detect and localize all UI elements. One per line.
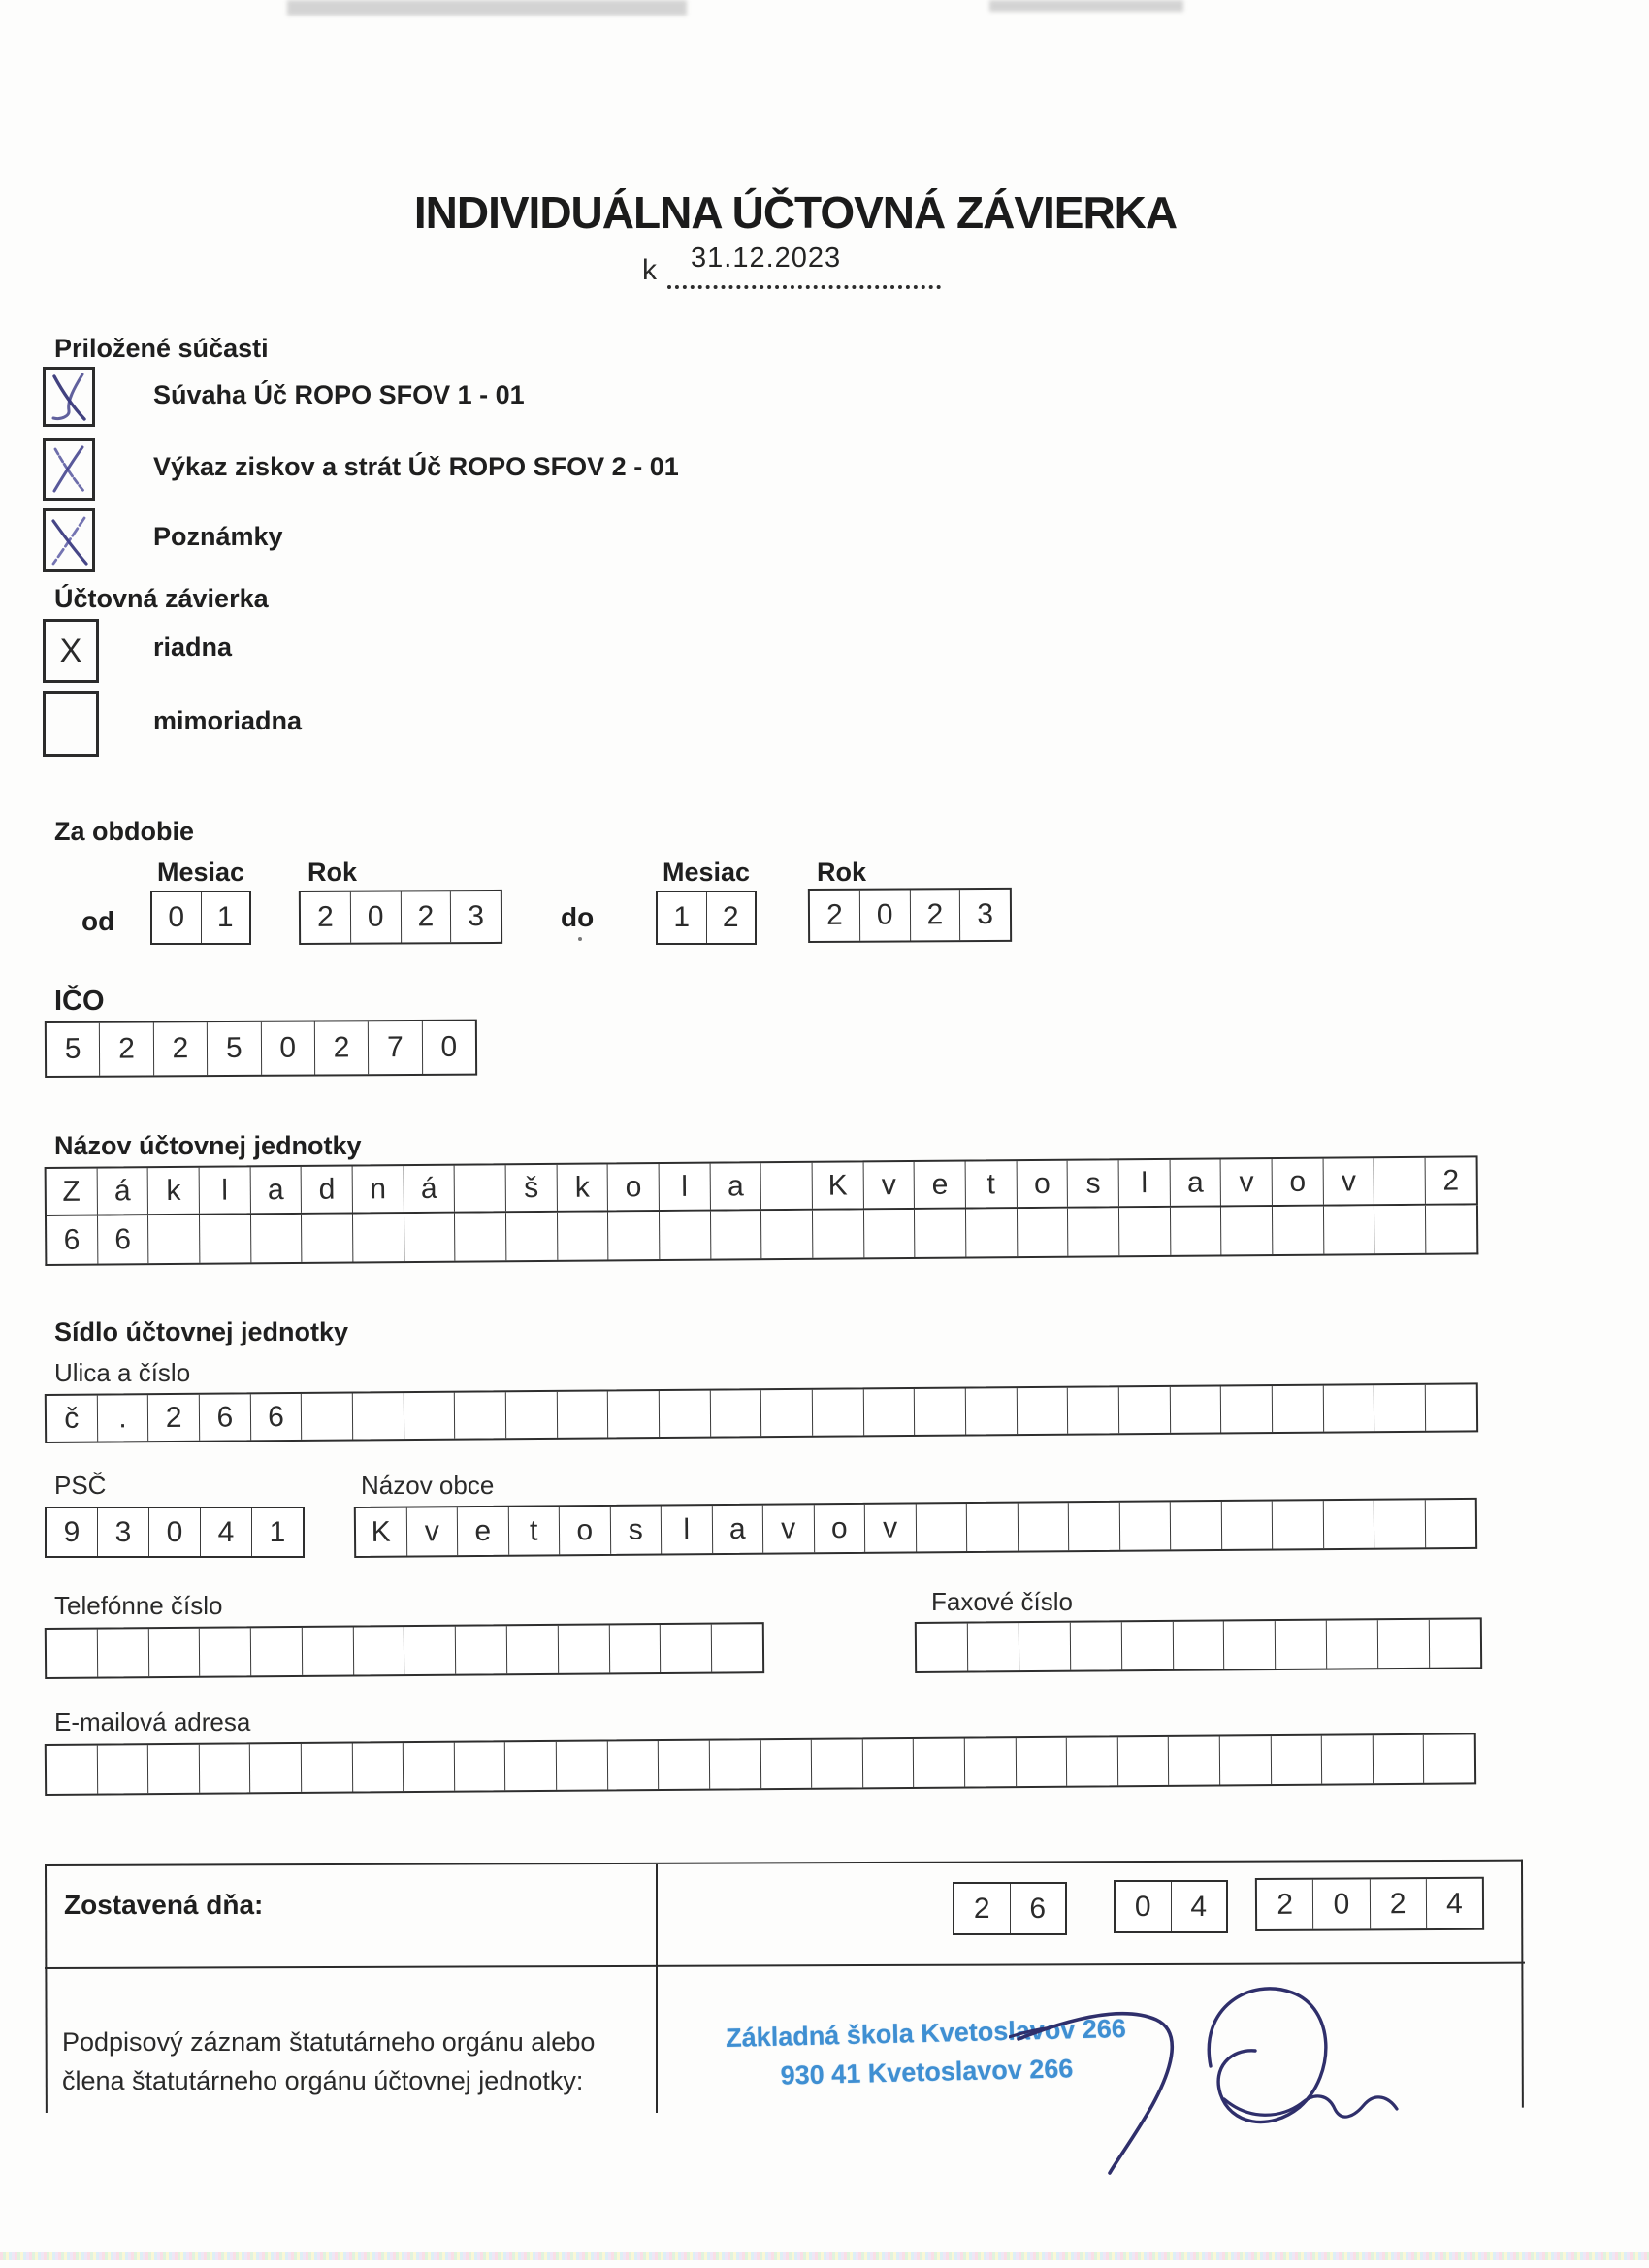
char-cell[interactable] [661,1625,712,1672]
char-cell[interactable] [712,1624,762,1671]
char-cell[interactable] [1171,1207,1222,1254]
char-cell[interactable] [1171,1502,1222,1549]
char-cell[interactable]: o [1273,1159,1324,1205]
char-cell[interactable]: K [813,1162,864,1208]
char-cell[interactable]: a [1170,1159,1221,1205]
char-cell[interactable] [251,1215,303,1262]
char-cell[interactable] [1273,1207,1324,1254]
period-from-month-label: Mesiac [157,858,245,887]
char-cell[interactable] [1276,1621,1327,1669]
period-to-year-label: Rok [817,858,867,887]
char-cell[interactable]: e [458,1507,509,1555]
char-cell[interactable] [302,1744,353,1792]
char-cell[interactable] [302,1394,353,1440]
char-cell[interactable]: K [356,1508,407,1556]
char-cell[interactable] [200,1744,251,1792]
char-cell[interactable]: á [404,1166,455,1212]
char-cell[interactable] [1018,1388,1069,1434]
attachment-checkbox-vykaz[interactable] [43,438,95,501]
char-cell[interactable]: . [97,1395,148,1441]
period-from-label: od [81,906,115,936]
char-cell[interactable]: 2 [148,1395,200,1441]
char-cell[interactable]: v [863,1162,915,1208]
signature-label-line1: Podpisový záznam štatutárneho orgánu alebo [62,2027,596,2057]
office-heading: Sídlo účtovnej jednotky [54,1317,349,1346]
char-cell[interactable] [455,1392,506,1438]
char-cell[interactable] [455,1213,506,1260]
as-of-date: 31.12.2023 [691,243,842,274]
char-cell[interactable]: o [814,1505,865,1552]
char-cell[interactable] [813,1210,864,1257]
char-cell[interactable] [1322,1735,1374,1783]
char-cell[interactable] [761,1390,813,1436]
char-cell[interactable] [1016,1738,1067,1786]
char-cell[interactable] [97,1745,148,1793]
char-cell[interactable] [1069,1503,1120,1550]
x-mark-icon [46,441,92,498]
period-from-year-label: Rok [307,858,358,887]
char-cell[interactable]: l [660,1164,711,1210]
char-cell[interactable] [761,1211,813,1258]
char-cell[interactable] [761,1163,813,1209]
char-cell[interactable] [760,1740,812,1788]
char-cell[interactable]: 4 [1445,1887,1463,1920]
char-cell[interactable] [303,1627,354,1674]
ico-grid[interactable] [45,1020,477,1078]
char-cell[interactable]: 2 [810,891,860,941]
scan-dot [578,937,582,941]
char-cell[interactable]: 1 [269,1515,286,1548]
char-cell[interactable]: 0 [1313,1879,1371,1928]
char-cell[interactable]: 6 [200,1394,251,1440]
char-cell[interactable]: v [406,1507,458,1555]
x-mark-icon [46,370,92,424]
char-cell[interactable]: k [557,1164,608,1210]
char-cell[interactable] [1118,1737,1170,1785]
fax-grid[interactable] [915,1617,1482,1673]
char-cell[interactable] [1119,1502,1171,1549]
char-cell[interactable]: v [1323,1158,1374,1204]
char-cell[interactable] [1173,1621,1224,1669]
char-cell[interactable]: 1 [658,892,707,943]
char-cell[interactable]: a [250,1167,302,1213]
char-cell[interactable] [915,1389,966,1435]
period-from-year-grid[interactable] [299,890,502,945]
char-cell[interactable] [507,1626,559,1673]
entity-name-label: Názov účtovnej jednotky [54,1131,362,1160]
char-cell[interactable]: 2 [1257,1880,1314,1929]
street-label: Ulica a číslo [54,1358,191,1387]
char-cell[interactable] [812,1739,863,1787]
char-cell[interactable] [47,1630,98,1677]
table-vertical-divider [656,1864,658,2113]
char-cell[interactable] [148,1745,200,1793]
stamp-line1: Základná škola Kvetoslavov 266 [725,2013,1127,2054]
char-cell[interactable]: 2 [954,1884,1011,1933]
char-cell[interactable]: n [353,1166,404,1212]
char-cell[interactable] [352,1743,404,1791]
char-cell[interactable]: t [508,1507,560,1554]
char-cell[interactable] [1273,1501,1324,1548]
char-cell[interactable] [559,1625,610,1672]
char-cell[interactable] [353,1214,404,1261]
char-cell[interactable] [1220,1736,1272,1784]
compiled-year-grid[interactable] [1255,1877,1484,1931]
attachment-checkbox-poznamky[interactable] [43,508,95,572]
psc-grid[interactable] [45,1507,305,1558]
char-cell[interactable]: 7 [369,1021,423,1074]
char-cell[interactable] [557,1741,608,1789]
char-cell[interactable]: 6 [98,1215,149,1263]
char-cell[interactable] [915,1210,966,1257]
char-cell[interactable] [200,1628,251,1675]
char-cell[interactable] [1067,1737,1118,1785]
char-cell[interactable] [660,1391,711,1437]
char-cell[interactable]: d [302,1167,353,1213]
x-mark-icon [46,511,92,569]
char-cell[interactable] [404,1627,456,1674]
closing-option-mimoriadna-label: mimoriadna [153,706,303,735]
char-cell[interactable] [1018,1209,1069,1256]
char-cell[interactable] [1426,1384,1476,1430]
char-cell[interactable] [1426,1205,1476,1252]
period-to-label: do [561,902,595,932]
char-cell[interactable]: 2 [722,901,739,933]
char-cell[interactable]: s [610,1507,662,1554]
char-cell[interactable] [711,1390,762,1436]
char-cell[interactable] [917,1624,968,1671]
char-cell[interactable] [353,1627,404,1674]
char-cell[interactable] [455,1742,506,1790]
signature-label-line2: člena štatutárneho orgánu účtovnej jednotky: [62,2066,584,2095]
char-cell[interactable]: 5 [208,1022,262,1075]
ico-label: IČO [54,986,105,1017]
char-cell[interactable]: á [97,1168,148,1214]
char-cell[interactable]: a [710,1163,761,1209]
char-cell[interactable]: 2 [301,892,351,943]
period-to-month-grid[interactable] [656,891,757,945]
char-cell[interactable] [1273,1386,1324,1432]
char-cell[interactable]: v [865,1504,917,1551]
period-heading: Za obdobie [54,817,194,846]
email-label: E-mailová adresa [54,1707,251,1736]
char-cell[interactable] [967,1504,1018,1551]
char-cell[interactable]: Z [47,1169,98,1215]
char-cell[interactable]: s [1068,1160,1119,1206]
char-cell[interactable]: 4 [1190,1890,1208,1923]
char-cell[interactable]: v [763,1505,815,1552]
char-cell[interactable]: 2 [910,890,960,940]
char-cell[interactable] [1374,1500,1426,1547]
scan-artifact-top-left [287,0,687,16]
char-cell[interactable] [456,1626,507,1673]
char-cell[interactable] [608,1212,660,1259]
char-cell[interactable] [47,1746,98,1794]
char-cell[interactable] [864,1210,916,1257]
city-label: Názov obce [361,1471,495,1500]
char-cell[interactable] [455,1165,506,1211]
char-cell[interactable]: 0 [261,1022,315,1075]
char-cell[interactable] [609,1625,661,1672]
attachment-checkbox-suvaha[interactable] [43,367,95,427]
closing-option-riadna-checkbox[interactable] [43,619,99,683]
char-cell[interactable] [1425,1500,1475,1547]
closing-type-heading: Účtovná závierka [54,584,269,613]
char-cell[interactable]: k [148,1168,200,1214]
char-cell[interactable] [607,1741,659,1789]
char-cell[interactable] [505,1742,557,1790]
char-cell[interactable] [1224,1621,1276,1669]
char-cell[interactable] [1171,1386,1222,1432]
char-cell[interactable]: l [1119,1160,1171,1206]
scan-noise-bottom [0,2252,1649,2260]
char-cell[interactable] [608,1391,660,1437]
char-cell[interactable] [659,1741,710,1789]
char-cell[interactable]: o [560,1507,611,1554]
char-cell[interactable] [863,1739,915,1787]
char-cell[interactable] [1071,1622,1122,1669]
as-of-prefix: k [642,254,657,286]
char-cell[interactable]: l [200,1167,251,1213]
char-cell[interactable]: 0 [1116,1882,1172,1931]
char-cell[interactable] [1221,1502,1273,1549]
psc-label: PSČ [54,1471,107,1500]
char-cell[interactable] [98,1629,149,1676]
char-cell[interactable]: 0 [440,1030,458,1063]
char-cell[interactable]: 5 [47,1023,101,1076]
char-cell[interactable]: 9 [47,1508,98,1556]
char-cell[interactable] [148,1215,200,1263]
char-cell[interactable] [1221,1207,1273,1254]
fax-label: Faxové číslo [931,1587,1073,1616]
char-cell[interactable] [864,1389,916,1435]
char-cell[interactable]: 4 [201,1508,252,1556]
char-cell[interactable]: a [712,1506,763,1553]
char-cell[interactable] [200,1215,251,1262]
char-cell[interactable]: 6 [47,1216,98,1264]
city-grid[interactable] [354,1498,1477,1558]
char-cell[interactable] [1068,1387,1119,1433]
char-cell[interactable]: 0 [149,1508,201,1556]
char-cell[interactable] [506,1392,558,1438]
char-cell[interactable] [506,1213,558,1260]
char-cell[interactable]: 6 [1029,1892,1047,1925]
closing-option-riadna-label: riadna [153,632,233,662]
char-cell[interactable] [660,1212,711,1259]
char-cell[interactable] [1430,1619,1480,1667]
char-cell[interactable] [1374,1385,1426,1431]
char-cell[interactable] [965,1738,1017,1786]
phone-label: Telefónne číslo [54,1591,223,1620]
char-cell[interactable] [404,1393,456,1439]
char-cell[interactable] [968,1623,1019,1670]
char-cell[interactable] [711,1211,762,1258]
char-cell[interactable]: 0 [860,890,911,940]
char-cell[interactable] [1121,1622,1173,1669]
attachments-heading: Priložené súčasti [54,334,269,363]
char-cell[interactable] [914,1739,965,1787]
char-cell[interactable] [148,1629,200,1676]
char-cell[interactable]: š [506,1165,558,1211]
as-of-dotted-line [667,260,941,289]
char-cell[interactable] [250,1744,302,1792]
x-mark-printed: X [59,632,82,669]
char-cell[interactable] [1019,1623,1071,1670]
char-cell[interactable] [1323,1501,1374,1548]
period-to-month-label: Mesiac [663,858,751,887]
char-cell[interactable] [1221,1386,1273,1432]
char-cell[interactable] [558,1212,609,1259]
char-cell[interactable]: 1 [216,901,234,933]
char-cell[interactable] [1374,1735,1425,1783]
scan-artifact-top-right [989,0,1183,12]
char-cell[interactable] [710,1740,761,1788]
char-cell[interactable] [1018,1503,1069,1550]
attachment-label-poznamky: Poznámky [153,522,283,551]
char-cell[interactable]: č [47,1396,98,1442]
page-title: INDIVIDUÁLNA ÚČTOVNÁ ZÁVIERKA [413,187,1178,238]
compiled-month-grid[interactable] [1114,1880,1228,1933]
char-cell[interactable]: 3 [977,898,994,931]
char-cell[interactable] [353,1393,404,1439]
compiled-day-grid[interactable] [953,1882,1067,1935]
char-cell[interactable] [302,1215,353,1262]
char-cell[interactable] [966,1388,1018,1434]
char-cell[interactable]: e [915,1162,966,1208]
char-cell[interactable] [1324,1385,1375,1431]
char-cell[interactable] [1374,1158,1426,1204]
char-cell[interactable]: o [608,1164,660,1210]
char-cell[interactable]: t [966,1161,1018,1207]
char-cell[interactable]: 6 [250,1394,302,1440]
char-cell[interactable]: 3 [98,1508,149,1556]
char-cell[interactable] [1271,1736,1322,1784]
entity-name-grids [45,1155,1479,1266]
char-cell[interactable]: v [1221,1159,1273,1205]
char-cell[interactable]: 2 [1442,1164,1460,1197]
char-cell[interactable] [1374,1206,1426,1253]
closing-option-mimoriadna-checkbox[interactable] [43,691,99,757]
char-cell[interactable]: 2 [154,1022,209,1075]
attachment-label-vykaz: Výkaz ziskov a strát Úč ROPO SFOV 2 - 01 [153,452,679,481]
period-to-year-grid[interactable] [808,888,1012,943]
char-cell[interactable] [1378,1620,1430,1668]
char-cell[interactable] [1324,1206,1375,1253]
char-cell[interactable]: 2 [315,1021,370,1074]
char-cell[interactable] [1119,1208,1171,1255]
char-cell[interactable] [404,1214,456,1261]
char-cell[interactable] [813,1389,864,1435]
char-cell[interactable]: 0 [351,891,402,942]
char-cell[interactable] [404,1743,455,1791]
compiled-label: Zostavená dňa: [64,1890,264,1920]
char-cell[interactable] [1327,1620,1378,1668]
char-cell[interactable]: 2 [100,1022,154,1075]
street-grid[interactable] [45,1382,1478,1443]
attachment-label-suvaha: Súvaha Úč ROPO SFOV 1 - 01 [153,380,525,409]
char-cell[interactable]: 0 [152,892,202,943]
char-cell[interactable] [1068,1208,1119,1255]
phone-grid[interactable] [45,1622,764,1679]
char-cell[interactable]: 3 [468,900,485,933]
email-grid[interactable] [45,1733,1476,1796]
char-cell[interactable] [558,1391,609,1437]
char-cell[interactable]: o [1017,1161,1068,1207]
char-cell[interactable] [966,1209,1018,1256]
char-cell[interactable] [251,1628,303,1675]
char-cell[interactable]: 2 [1370,1879,1427,1928]
char-cell[interactable] [1169,1736,1220,1784]
char-cell[interactable]: 2 [401,891,451,942]
char-cell[interactable] [916,1504,967,1551]
stamp-line2: 930 41 Kvetoslavov 266 [780,2054,1074,2090]
period-from-month-grid[interactable] [150,891,251,945]
char-cell[interactable]: l [662,1506,713,1553]
char-cell[interactable] [1119,1387,1171,1433]
char-cell[interactable] [1424,1734,1474,1782]
signature-image [1009,1969,1416,2192]
entity-name-grid-row2[interactable] [45,1205,1478,1266]
